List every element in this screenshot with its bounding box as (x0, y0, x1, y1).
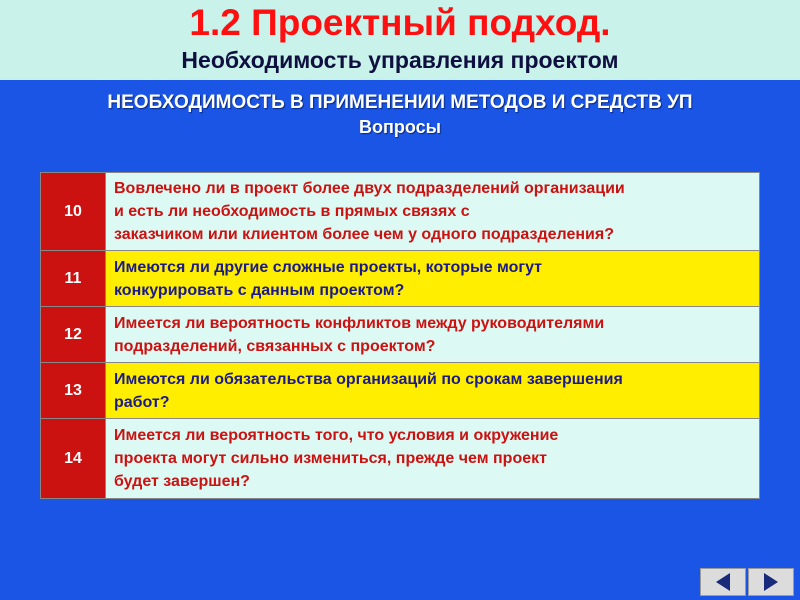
question-row-10 (41, 173, 760, 251)
slide-title: 1.2 Проектный подход. (189, 2, 611, 43)
question-line: конкурировать с данным проектом? (114, 281, 405, 299)
question-line: будет завершен? (114, 473, 250, 490)
question-line: Имеются ли обязательства организаций по срокам завершения (114, 370, 623, 388)
section-subheading: Вопросы (358, 117, 441, 137)
question-line: подразделений, связанных с проектом? (114, 337, 436, 355)
question-text (106, 363, 760, 419)
question-row-11 (41, 251, 760, 307)
question-row-14 (41, 419, 760, 499)
question-text (106, 307, 760, 363)
slide-subtitle: Необходимость управления проектом (181, 47, 619, 73)
question-line: заказчиком или клиентом более чем у одного подразделения? (114, 226, 614, 243)
question-text (106, 173, 760, 251)
question-text (106, 251, 760, 307)
questions-table (40, 172, 760, 499)
question-line: Вовлечено ли в проект более двух подразделений организации (114, 180, 625, 197)
question-number: 14 (41, 419, 106, 499)
question-line: Имеется ли вероятность конфликтов между руководителями (114, 314, 605, 332)
next-slide-button[interactable] (748, 568, 794, 596)
question-number: 12 (41, 307, 106, 363)
question-line: проекта могут сильно измениться, прежде чем проект (114, 450, 547, 467)
question-row-13 (41, 363, 760, 419)
question-line: Имеются ли другие сложные проекты, которые могут (114, 258, 542, 276)
triangle-left-icon (716, 573, 730, 591)
question-text (106, 419, 760, 499)
question-row-12 (41, 307, 760, 363)
triangle-right-icon (764, 573, 778, 591)
previous-slide-button[interactable] (700, 568, 746, 596)
section-heading: НЕОБХОДИМОСТЬ В ПРИМЕНЕНИИ МЕТОДОВ И СРЕДСТВ УП (107, 92, 693, 113)
slide-navigation (700, 568, 796, 598)
header-band (0, 0, 800, 80)
question-line: работ? (114, 393, 170, 411)
question-line: Имеется ли вероятность того, что условия и окружение (114, 427, 559, 444)
question-number: 13 (41, 363, 106, 419)
question-line: и есть ли необходимость в прямых связях с (114, 203, 470, 220)
question-number: 10 (41, 173, 106, 251)
question-number: 11 (41, 251, 106, 307)
